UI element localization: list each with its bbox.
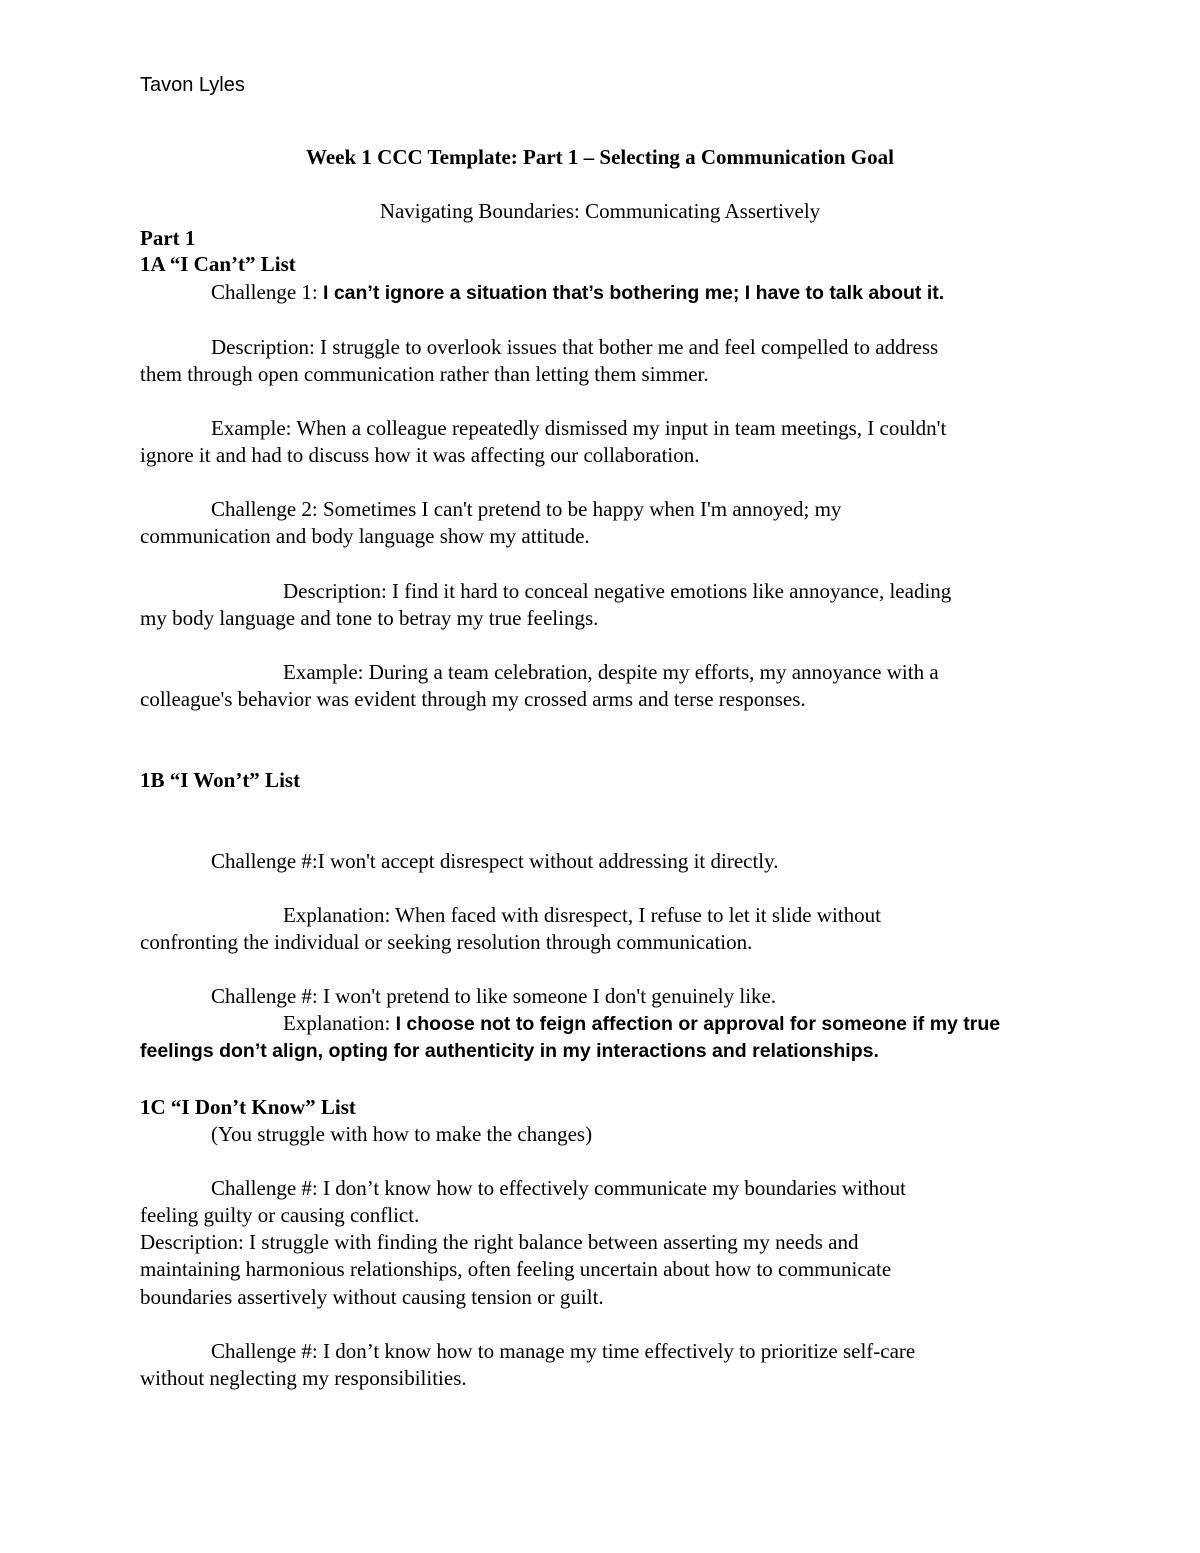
challenge-1-label: Challenge 1: xyxy=(211,280,323,304)
section-1a-challenge-1 xyxy=(211,280,944,304)
section-1c-challenge-2-line-1: Challenge #: I don’t know how to manage my time effectively to prioritize self-care xyxy=(211,1339,916,1363)
section-1c-challenge-1-line-2: feeling guilty or causing conflict. xyxy=(140,1203,420,1227)
section-1b-challenge-2: Challenge #: I won't pretend to like someone I don't genuinely like. xyxy=(211,984,777,1008)
section-1b-explanation-1-line-1: Explanation: When faced with disrespect, I refuse to let it slide without xyxy=(283,903,881,927)
section-1c-description-line-1: Description: I struggle with finding the right balance between asserting my needs and xyxy=(140,1230,859,1254)
part-heading: Part 1 xyxy=(140,226,196,250)
section-1b-explanation-2-line-1 xyxy=(283,1011,1000,1035)
section-1c-description-line-2: maintaining harmonious relationships, often feeling uncertain about how to communicate xyxy=(140,1257,892,1281)
section-1a-challenge-2-line-2: communication and body language show my attitude. xyxy=(140,524,590,548)
section-1c-challenge-1-line-1: Challenge #: I don’t know how to effectively communicate my boundaries without xyxy=(211,1176,906,1200)
section-1c-challenge-2-line-2: without neglecting my responsibilities. xyxy=(140,1366,467,1390)
section-1c-note: (You struggle with how to make the changes) xyxy=(211,1122,593,1146)
explanation-2-label: Explanation: xyxy=(283,1011,396,1035)
section-1a-description-1-line-1: Description: I struggle to overlook issues that bother me and feel compelled to address xyxy=(211,335,939,359)
section-1b-explanation-1-line-2: confronting the individual or seeking resolution through communication. xyxy=(140,930,753,954)
section-1a-description-1-line-2: them through open communication rather than letting them simmer. xyxy=(140,362,709,386)
section-1a-challenge-2-line-1: Challenge 2: Sometimes I can't pretend to be happy when I'm annoyed; my xyxy=(211,497,842,521)
section-1a-example-2-line-2: colleague's behavior was evident through my crossed arms and terse responses. xyxy=(140,687,806,711)
section-1a-description-2-line-1: Description: I find it hard to conceal negative emotions like annoyance, leading xyxy=(283,579,952,603)
section-1c-heading: 1C “I Don’t Know” List xyxy=(140,1095,356,1119)
section-1a-example-1-line-1: Example: When a colleague repeatedly dismissed my input in team meetings, I couldn't xyxy=(211,416,947,440)
explanation-2-text: I choose not to feign affection or approval for someone if my true xyxy=(395,1013,1001,1035)
section-1c-description-line-3: boundaries assertively without causing tension or guilt. xyxy=(140,1285,604,1309)
section-1a-example-1-line-2: ignore it and had to discuss how it was affecting our collaboration. xyxy=(140,443,700,467)
section-1b-heading: 1B “I Won’t” List xyxy=(140,768,301,792)
section-1b-explanation-2-line-2: feelings don’t align, opting for authenticity in my interactions and relationships. xyxy=(140,1040,879,1062)
document-subtitle: Navigating Boundaries: Communicating Assertively xyxy=(379,199,821,223)
document-title: Week 1 CCC Template: Part 1 – Selecting a Communication Goal xyxy=(306,145,894,169)
section-1b-challenge-1: Challenge #:I won't accept disrespect without addressing it directly. xyxy=(211,849,779,873)
section-1a-example-2-line-1: Example: During a team celebration, despite my efforts, my annoyance with a xyxy=(283,660,939,684)
section-1a-heading: 1A “I Can’t” List xyxy=(140,252,296,276)
challenge-1-text: I can’t ignore a situation that’s bothering me; I have to talk about it. xyxy=(322,282,945,304)
author-name: Tavon Lyles xyxy=(140,74,245,96)
section-1a-description-2-line-2: my body language and tone to betray my true feelings. xyxy=(140,606,599,630)
